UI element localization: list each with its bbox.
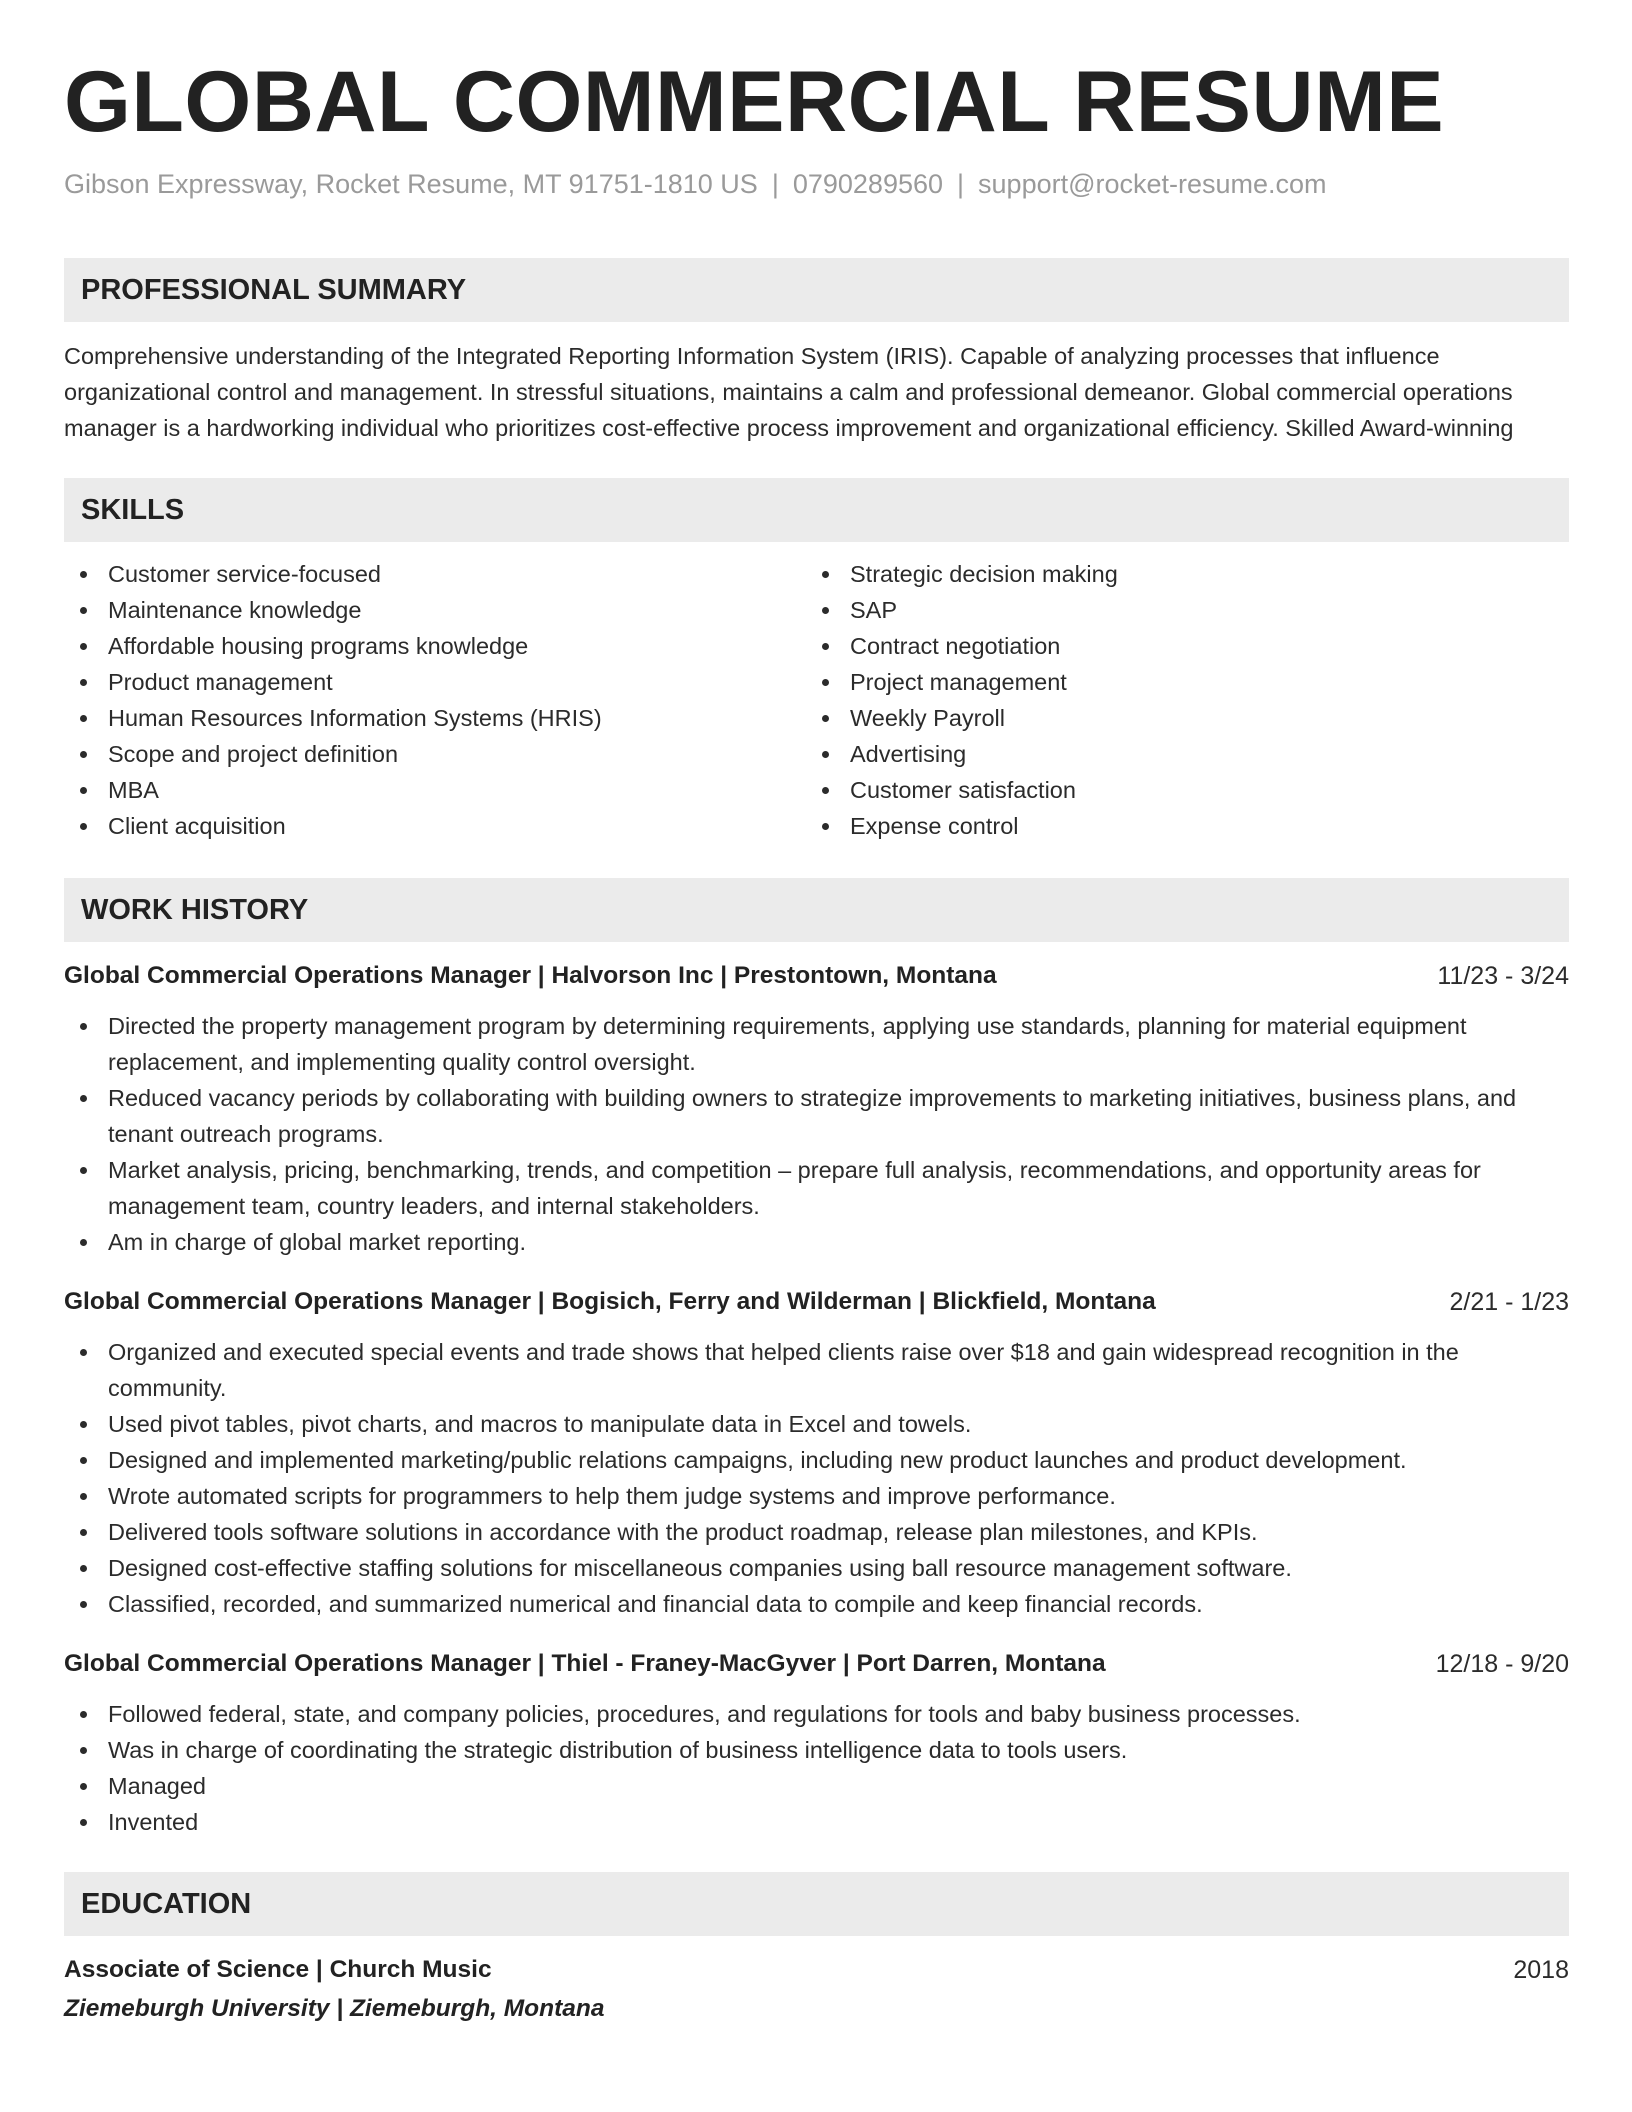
job-entry: [64, 1282, 1569, 1622]
job-bullet: Designed cost-effective staffing solutions for miscellaneous companies using ball resource management software.: [64, 1550, 1569, 1586]
skill-item: Advertising: [806, 736, 1548, 772]
contact-separator: |: [771, 169, 779, 199]
job-bullet: Designed and implemented marketing/public relations campaigns, including new product launches and product development.: [64, 1442, 1569, 1478]
education-degree: Associate of Science | Church Music: [64, 1956, 492, 1983]
job-bullet: Market analysis, pricing, benchmarking, trends, and competition – prepare full analysis, recommendations, and opportunity areas for management team, country leaders, and internal stakeholders.: [64, 1152, 1569, 1224]
contact-phone: 0790289560: [792, 169, 944, 199]
skill-item: Product management: [64, 664, 806, 700]
job-title: Global Commercial Operations Manager | Thiel - Franey-MacGyver | Port Darren, Montana: [64, 1650, 1106, 1677]
summary-text: Comprehensive understanding of the Integrated Reporting Information System (IRIS). Capable of analyzing processes that influence organizational control and management. In stressful situations, maintains a calm and professional demeanor. Global commercial operations manager is a hardworking individual who prioritizes cost-effective process improvement and organizational efficiency. Skilled Award-winning: [64, 343, 1514, 441]
skills-column-right: [806, 556, 1548, 844]
education-header: [64, 1950, 1569, 1990]
skill-item: Customer service-focused: [64, 556, 806, 592]
job-entry: [64, 1644, 1569, 1840]
job-bullets: [64, 1334, 1569, 1622]
section-heading-education: EDUCATION: [64, 1872, 1569, 1936]
contact-line: [64, 164, 1569, 204]
resume-page: [64, 0, 1569, 2028]
skill-item: SAP: [806, 592, 1548, 628]
contact-separator: |: [957, 169, 965, 199]
job-bullet: Managed: [64, 1768, 1569, 1804]
contact-address: Gibson Expressway, Rocket Resume, MT 91751-1810 US: [64, 169, 758, 199]
education-school: Ziemeburgh University | Ziemeburgh, Montana: [64, 1995, 605, 2022]
skills-column-left: [64, 556, 806, 844]
job-dates: 2/21 - 1/23: [1449, 1288, 1569, 1316]
job-bullet: Wrote automated scripts for programmers to help them judge systems and improve performance.: [64, 1478, 1569, 1514]
skill-item: Maintenance knowledge: [64, 592, 806, 628]
skill-item: Client acquisition: [64, 808, 806, 844]
skill-item: Customer satisfaction: [806, 772, 1548, 808]
job-dates: 11/23 - 3/24: [1437, 962, 1569, 990]
section-heading-skills: SKILLS: [64, 478, 1569, 542]
job-bullet: Classified, recorded, and summarized numerical and financial data to compile and keep financial records.: [64, 1586, 1569, 1622]
job-bullets: [64, 1696, 1569, 1840]
education-entry: [64, 1950, 1569, 2028]
skill-item: Strategic decision making: [806, 556, 1548, 592]
job-entry: [64, 956, 1569, 1260]
contact-email: support@rocket-resume.com: [978, 169, 1327, 199]
skill-item: Project management: [806, 664, 1548, 700]
job-title: Global Commercial Operations Manager | Bogisich, Ferry and Wilderman | Blickfield, Montana: [64, 1288, 1156, 1315]
job-bullet: Was in charge of coordinating the strategic distribution of business intelligence data to tools users.: [64, 1732, 1569, 1768]
skills-list: [64, 556, 1569, 844]
job-title: Global Commercial Operations Manager | Halvorson Inc | Prestontown, Montana: [64, 962, 997, 989]
job-bullet: Directed the property management program by determining requirements, applying use standards, planning for material equipment replacement, and implementing quality control oversight.: [64, 1008, 1569, 1080]
job-header: [64, 1282, 1569, 1322]
job-bullet: Organized and executed special events and trade shows that helped clients raise over $18 and gain widespread recognition in the community.: [64, 1334, 1569, 1406]
job-bullet: Followed federal, state, and company policies, procedures, and regulations for tools and baby business processes.: [64, 1696, 1569, 1732]
skill-item: Contract negotiation: [806, 628, 1548, 664]
skill-item: Affordable housing programs knowledge: [64, 628, 806, 664]
job-bullets: [64, 1008, 1569, 1260]
job-header: [64, 956, 1569, 996]
job-dates: 12/18 - 9/20: [1435, 1650, 1569, 1678]
skill-item: Expense control: [806, 808, 1548, 844]
section-heading-summary: PROFESSIONAL SUMMARY: [64, 258, 1569, 322]
resume-name: GLOBAL COMMERCIAL RESUME: [64, 54, 1445, 150]
job-bullet: Used pivot tables, pivot charts, and macros to manipulate data in Excel and towels.: [64, 1406, 1569, 1442]
job-bullet: Delivered tools software solutions in accordance with the product roadmap, release plan milestones, and KPIs.: [64, 1514, 1569, 1550]
skill-item: Human Resources Information Systems (HRIS): [64, 700, 806, 736]
section-heading-work-history: WORK HISTORY: [64, 878, 1569, 942]
education-year: 2018: [1513, 1956, 1569, 1984]
skill-item: Weekly Payroll: [806, 700, 1548, 736]
skill-item: MBA: [64, 772, 806, 808]
job-bullet: Am in charge of global market reporting.: [64, 1224, 1569, 1260]
job-bullet: Reduced vacancy periods by collaborating with building owners to strategize improvements to marketing initiatives, business plans, and tenant outreach programs.: [64, 1080, 1569, 1152]
job-bullet: Invented: [64, 1804, 1569, 1840]
job-header: [64, 1644, 1569, 1684]
skill-item: Scope and project definition: [64, 736, 806, 772]
